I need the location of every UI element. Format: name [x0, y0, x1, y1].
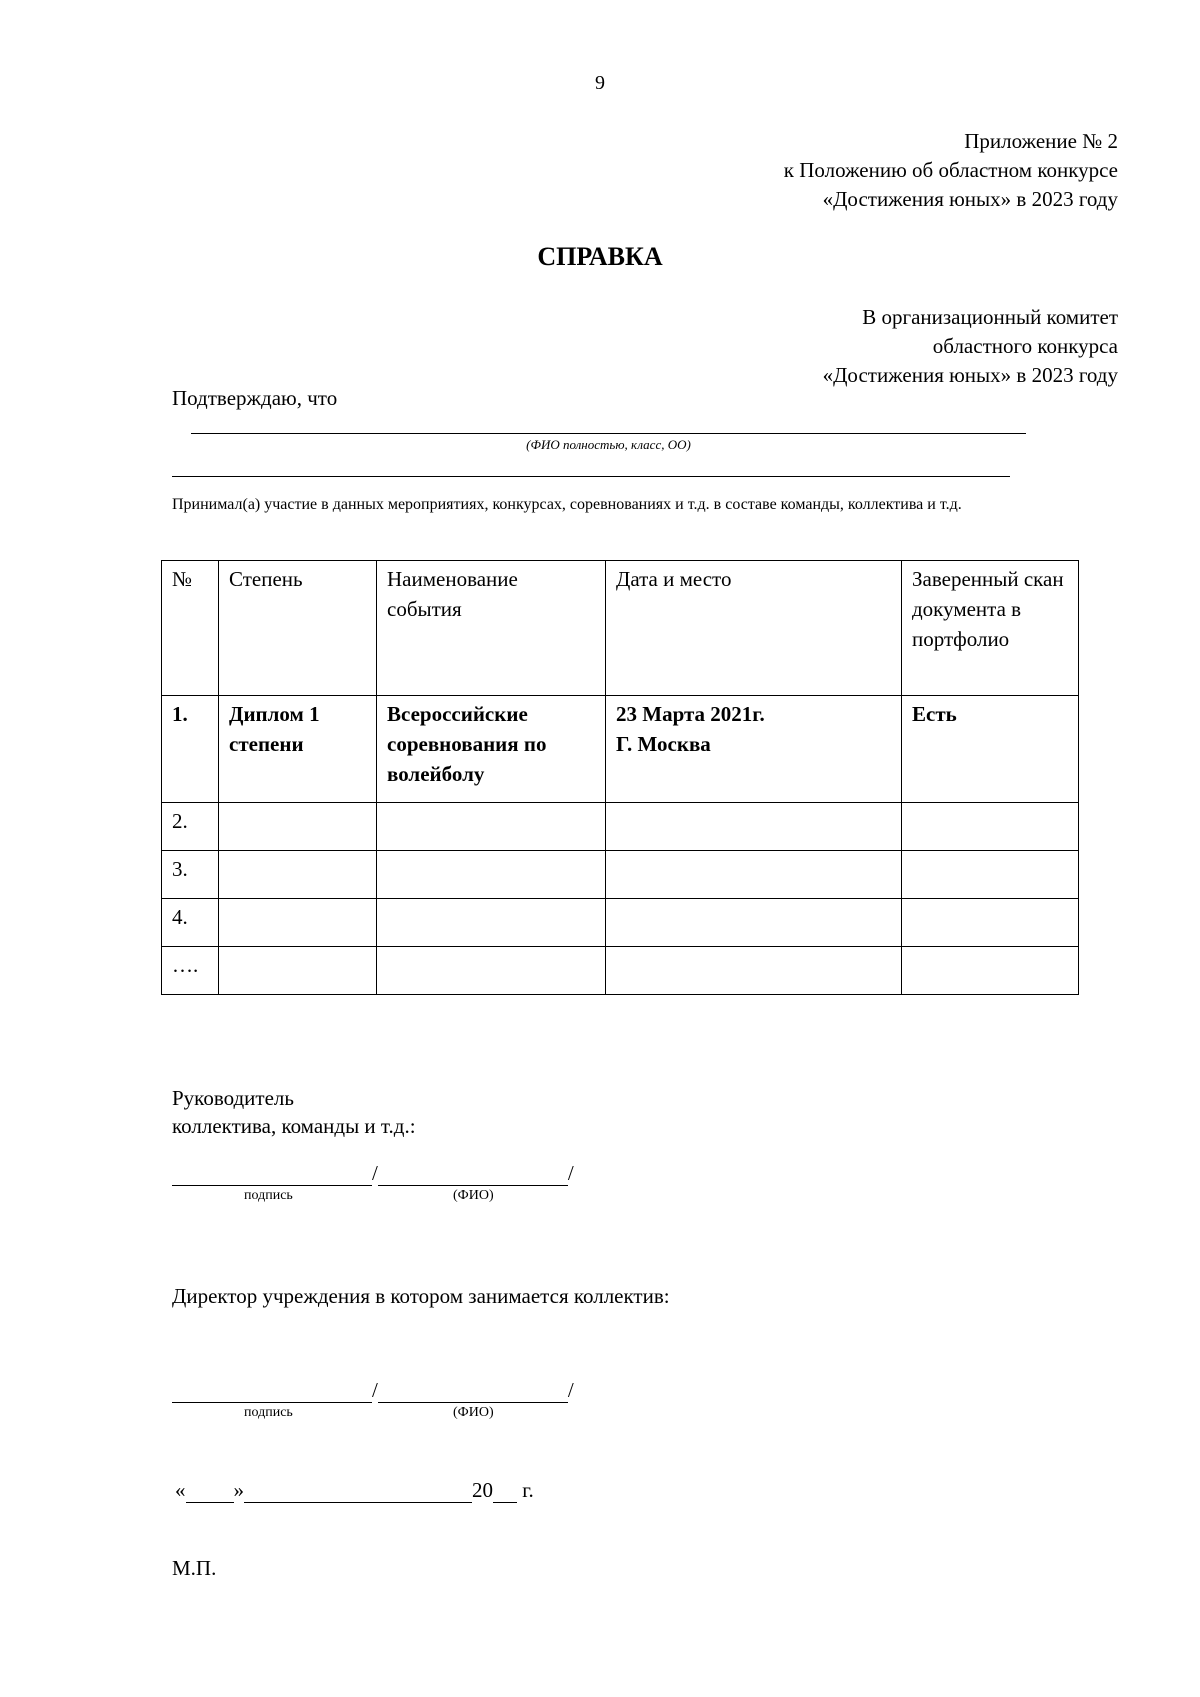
date-line: 23 Марта 2021г.: [616, 702, 765, 726]
date-close-quote: »: [233, 1478, 244, 1502]
row-number: ….: [162, 947, 219, 995]
month-fill-line: [244, 1480, 472, 1503]
addressee-line-2: областного конкурса: [932, 334, 1118, 358]
header-scan: Заверенный скан документа в портфолио: [902, 561, 1079, 696]
page-number: 9: [595, 72, 605, 94]
events-table: [161, 560, 1079, 995]
signature-fill-line: [172, 1380, 372, 1403]
table-header-row: [162, 561, 1079, 696]
fio-fill-line: [191, 433, 1026, 434]
signature-slash: /: [567, 1161, 574, 1185]
leader-line-1: Руководитель: [172, 1086, 294, 1110]
empty-cell: [219, 803, 377, 851]
empty-cell: [377, 803, 606, 851]
place-line: Г. Москва: [616, 732, 711, 756]
empty-cell: [902, 851, 1079, 899]
event-line: соревнования по: [387, 732, 547, 756]
addressee-line-1: В организационный комитет: [862, 305, 1118, 329]
row-number: 3.: [162, 851, 219, 899]
sign-caption: подпись: [244, 1405, 293, 1420]
date-open-quote: «: [175, 1478, 186, 1502]
empty-cell: [902, 899, 1079, 947]
empty-cell: [377, 947, 606, 995]
document-title: СПРАВКА: [537, 242, 663, 271]
empty-cell: [902, 803, 1079, 851]
row-date-place: [606, 696, 902, 803]
empty-cell: [606, 899, 902, 947]
fio-fill-line: [378, 1163, 568, 1186]
addressee-block: [823, 303, 1118, 390]
event-line: Всероссийские: [387, 702, 528, 726]
table-row: [162, 899, 1079, 947]
year-suffix: г.: [517, 1478, 534, 1502]
empty-cell: [606, 803, 902, 851]
director-label: Директор учреждения в котором занимается коллектив:: [172, 1284, 670, 1308]
signature-slash: /: [372, 1378, 378, 1402]
year-fill-line: [493, 1480, 517, 1503]
appendix-line-3: «Достижения юных» в 2023 году: [822, 187, 1118, 211]
day-fill-line: [186, 1480, 234, 1503]
fio-caption: (ФИО): [453, 1405, 494, 1420]
signature-fill-line: [172, 1163, 372, 1186]
header-date-place: Дата и место: [606, 561, 902, 696]
empty-cell: [219, 899, 377, 947]
event-line: волейболу: [387, 762, 485, 786]
table-row: [162, 803, 1079, 851]
row-number: 4.: [162, 899, 219, 947]
leader-signature-row: [172, 1161, 574, 1186]
leader-line-2: коллектива, команды и т.д.:: [172, 1114, 416, 1138]
header-event-name: Наименование события: [377, 561, 606, 696]
fio-fill-line: [378, 1380, 568, 1403]
empty-cell: [606, 947, 902, 995]
table-row: [162, 696, 1079, 803]
row-number: 2.: [162, 803, 219, 851]
fio-caption: (ФИО полностью, класс, ОО): [526, 437, 691, 452]
row-degree: [219, 696, 377, 803]
table-row: [162, 947, 1079, 995]
year-prefix: 20: [472, 1478, 493, 1502]
empty-cell: [902, 947, 1079, 995]
header-degree: Степень: [219, 561, 377, 696]
table-row: [162, 851, 1079, 899]
degree-line: степени: [229, 732, 304, 756]
empty-cell: [377, 851, 606, 899]
appendix-line-2: к Положению об областном конкурсе: [783, 158, 1118, 182]
confirm-text: Подтверждаю, что: [172, 386, 338, 410]
fio-caption: (ФИО): [453, 1188, 494, 1203]
director-signature-row: [172, 1378, 574, 1403]
signature-slash: /: [567, 1378, 574, 1402]
row-number: 1.: [162, 696, 219, 803]
header-number: №: [162, 561, 219, 696]
date-row: [175, 1478, 534, 1503]
empty-cell: [219, 851, 377, 899]
participation-text: Принимал(а) участие в данных мероприятиях, конкурсах, соревнованиях и т.д. в составе команды, коллектива и т.д.: [172, 496, 962, 513]
stamp-label: М.П.: [172, 1556, 217, 1580]
leader-label: [172, 1084, 416, 1140]
degree-line: Диплом 1: [229, 702, 320, 726]
appendix-line-1: Приложение № 2: [964, 129, 1118, 153]
sign-caption: подпись: [244, 1188, 293, 1203]
signature-slash: /: [372, 1161, 378, 1185]
empty-cell: [377, 899, 606, 947]
addressee-line-3: «Достижения юных» в 2023 году: [822, 363, 1118, 387]
empty-cell: [606, 851, 902, 899]
appendix-block: [784, 127, 1118, 214]
row-scan: Есть: [902, 696, 1079, 803]
fio-fill-line-2: [172, 476, 1010, 477]
row-event: [377, 696, 606, 803]
empty-cell: [219, 947, 377, 995]
